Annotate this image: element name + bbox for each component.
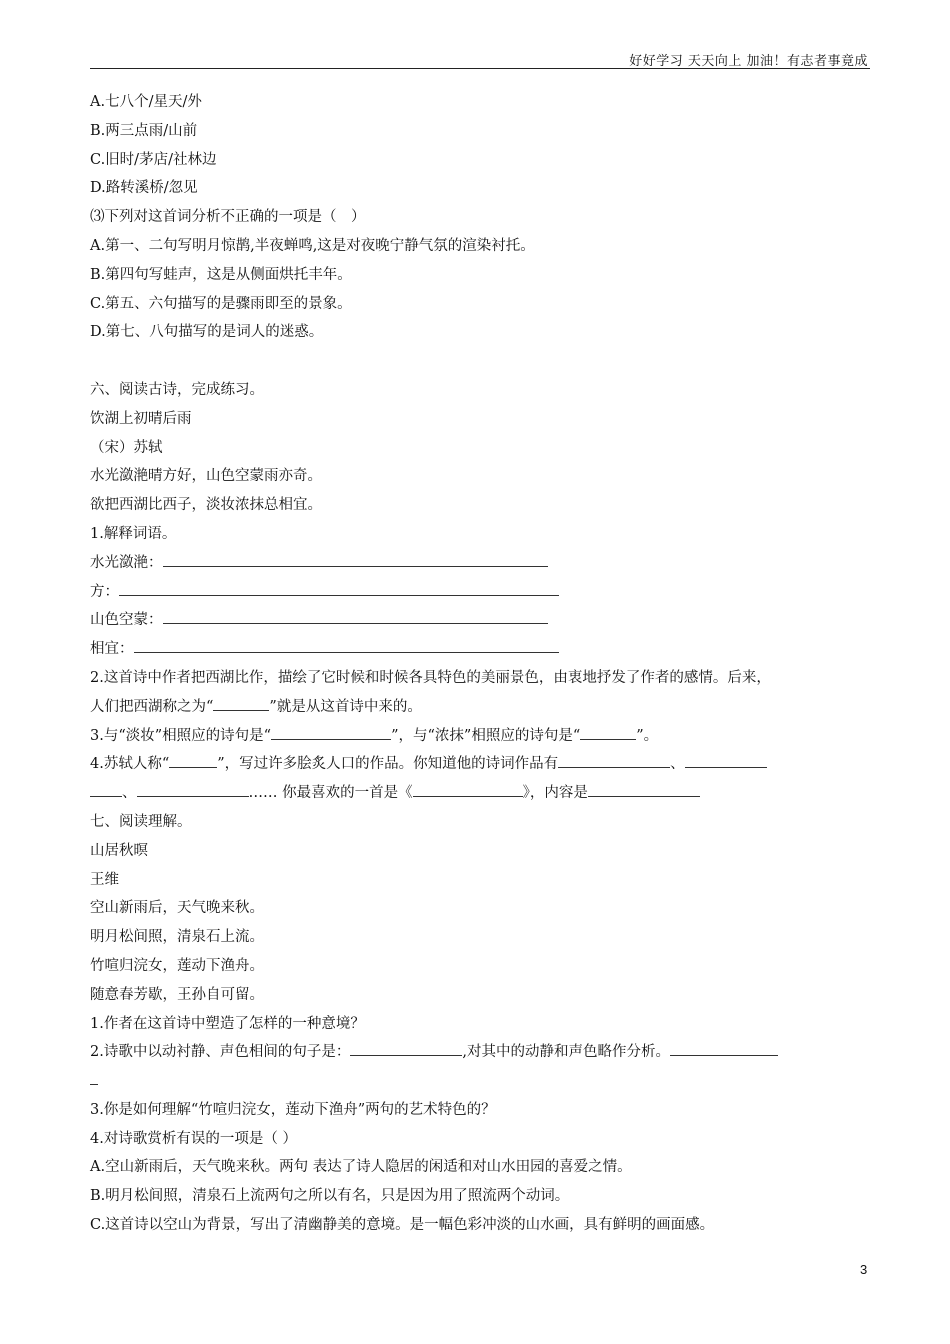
- term-row: [90, 635, 880, 664]
- poem-line: 竹喧归浣女，莲动下渔舟。: [90, 957, 264, 974]
- option-line: B.第四句写蛙声，这是从侧面烘托丰年。: [90, 266, 352, 283]
- option-line: D.第七、八句描写的是词人的迷惑。: [90, 324, 324, 341]
- term-label: 方：: [90, 583, 119, 600]
- poem-line: 随意春芳歇，王孙自可留。: [90, 986, 264, 1003]
- answer-blank[interactable]: [90, 782, 122, 797]
- option-line: B.明月松间照，清泉石上流两句之所以有名，只是因为用了照流两个动词。: [90, 1188, 570, 1205]
- option-line: A.空山新雨后，天气晚来秋。两句 表达了诗人隐居的闲适和对山水田园的喜爱之情。: [90, 1159, 632, 1176]
- option-line: C.第五、六句描写的是骤雨即至的景象。: [90, 295, 352, 312]
- text-segment: ”。: [636, 727, 659, 744]
- question-text: [90, 779, 880, 808]
- poem-line: 明月松间照，清泉石上流。: [90, 929, 264, 946]
- document-body: [90, 88, 880, 1240]
- term-label: 相宜：: [90, 641, 134, 658]
- text-segment: 、: [122, 785, 137, 802]
- header-text: 好好学习 天天向上 加油！有志者事竟成: [629, 54, 868, 69]
- spacer: [90, 347, 880, 376]
- poem-author: 王维: [90, 871, 119, 888]
- answer-blank[interactable]: [670, 1041, 778, 1056]
- poem-title: 饮湖上初晴后雨: [90, 410, 192, 427]
- term-label: 水光潋滟：: [90, 554, 163, 571]
- text-segment: 》，内容是: [522, 785, 588, 802]
- poem-line: 水光潋滟晴方好，山色空蒙雨亦奇。: [90, 468, 322, 485]
- answer-blank[interactable]: [685, 753, 767, 768]
- question-text: [90, 693, 880, 722]
- term-label: 山色空蒙：: [90, 612, 163, 629]
- question-text: 2.这首诗中作者把西湖比作，描绘了它时候和时候各具特色的美丽景色，由衷地抒发了作者的感情。后来，: [90, 669, 771, 686]
- text-segment: ,对其中的动静和声色略作分析。: [462, 1044, 670, 1061]
- text-segment: ”，与“浓抹”相照应的诗句是“: [391, 727, 581, 744]
- term-row: [90, 606, 880, 635]
- option-line: C.这首诗以空山为背景，写出了清幽静美的意境。是一幅色彩冲淡的山水画，具有鲜明的画面感。: [90, 1217, 715, 1234]
- question-text: [90, 1038, 880, 1067]
- question-stem: ⑶下列对这首词分析不正确的一项是（ ）: [90, 209, 366, 226]
- answer-blank[interactable]: [169, 753, 217, 768]
- text-segment: 人们把西湖称之为“: [90, 698, 214, 715]
- answer-blank[interactable]: [413, 782, 523, 797]
- answer-blank[interactable]: [558, 753, 670, 768]
- option-line: B.两三点雨/山前: [90, 122, 198, 139]
- text-segment: 2.诗歌中以动衬静、声色相间的句子是：: [90, 1044, 351, 1061]
- answer-blank[interactable]: [350, 1041, 462, 1056]
- page-number: 3: [860, 1262, 868, 1277]
- section-heading: 七、阅读理解。: [90, 813, 192, 830]
- answer-blank[interactable]: [580, 725, 636, 740]
- question-text: [90, 750, 880, 779]
- poem-author: （宋）苏轼: [90, 439, 163, 456]
- answer-blank[interactable]: [90, 1070, 98, 1085]
- option-line: D.路转溪桥/忽见: [90, 180, 198, 197]
- answer-blank[interactable]: [163, 609, 548, 624]
- option-line: A.七八个/星天/外: [90, 94, 202, 110]
- text-segment: 、: [670, 756, 685, 773]
- question-text: [90, 722, 880, 751]
- text-segment: 3.与“淡妆”相照应的诗句是“: [90, 727, 272, 744]
- poem-line: 欲把西湖比西子，淡妆浓抹总相宜。: [90, 497, 322, 514]
- text-segment: ”就是从这首诗中来的。: [269, 698, 422, 715]
- answer-blank[interactable]: [271, 725, 391, 740]
- term-row: [90, 549, 880, 578]
- answer-blank[interactable]: [137, 782, 249, 797]
- text-segment: 4.苏轼人称“: [90, 756, 170, 773]
- text-segment: …… 你最喜欢的一首是《: [248, 785, 413, 802]
- page-header: [90, 50, 870, 69]
- question-title: 1.解释词语。: [90, 525, 177, 542]
- text-segment: ”，写过许多脍炙人口的作品。你知道他的诗词作品有: [217, 756, 559, 773]
- option-line: A.第一、二句写明月惊鹊,半夜蝉鸣,这是对夜晚宁静气氛的渲染衬托。: [90, 237, 535, 254]
- poem-title: 山居秋暝: [90, 842, 148, 859]
- answer-blank[interactable]: [134, 638, 559, 653]
- question-text: 1.作者在这首诗中塑造了怎样的一种意境？: [90, 1015, 365, 1032]
- question-text: [90, 1067, 880, 1096]
- answer-blank[interactable]: [163, 552, 548, 567]
- section-heading: 六、阅读古诗，完成练习。: [90, 381, 264, 398]
- question-text: 3.你是如何理解“竹喧归浣女，莲动下渔舟”两句的艺术特色的？: [90, 1101, 496, 1118]
- answer-blank[interactable]: [119, 581, 559, 596]
- question-stem: 4.对诗歌赏析有误的一项是（ ）: [90, 1130, 297, 1147]
- poem-line: 空山新雨后，天气晚来秋。: [90, 900, 264, 917]
- answer-blank[interactable]: [213, 696, 269, 711]
- option-line: C.旧时/茅店/社林边: [90, 151, 217, 168]
- answer-blank[interactable]: [588, 782, 700, 797]
- term-row: [90, 578, 880, 607]
